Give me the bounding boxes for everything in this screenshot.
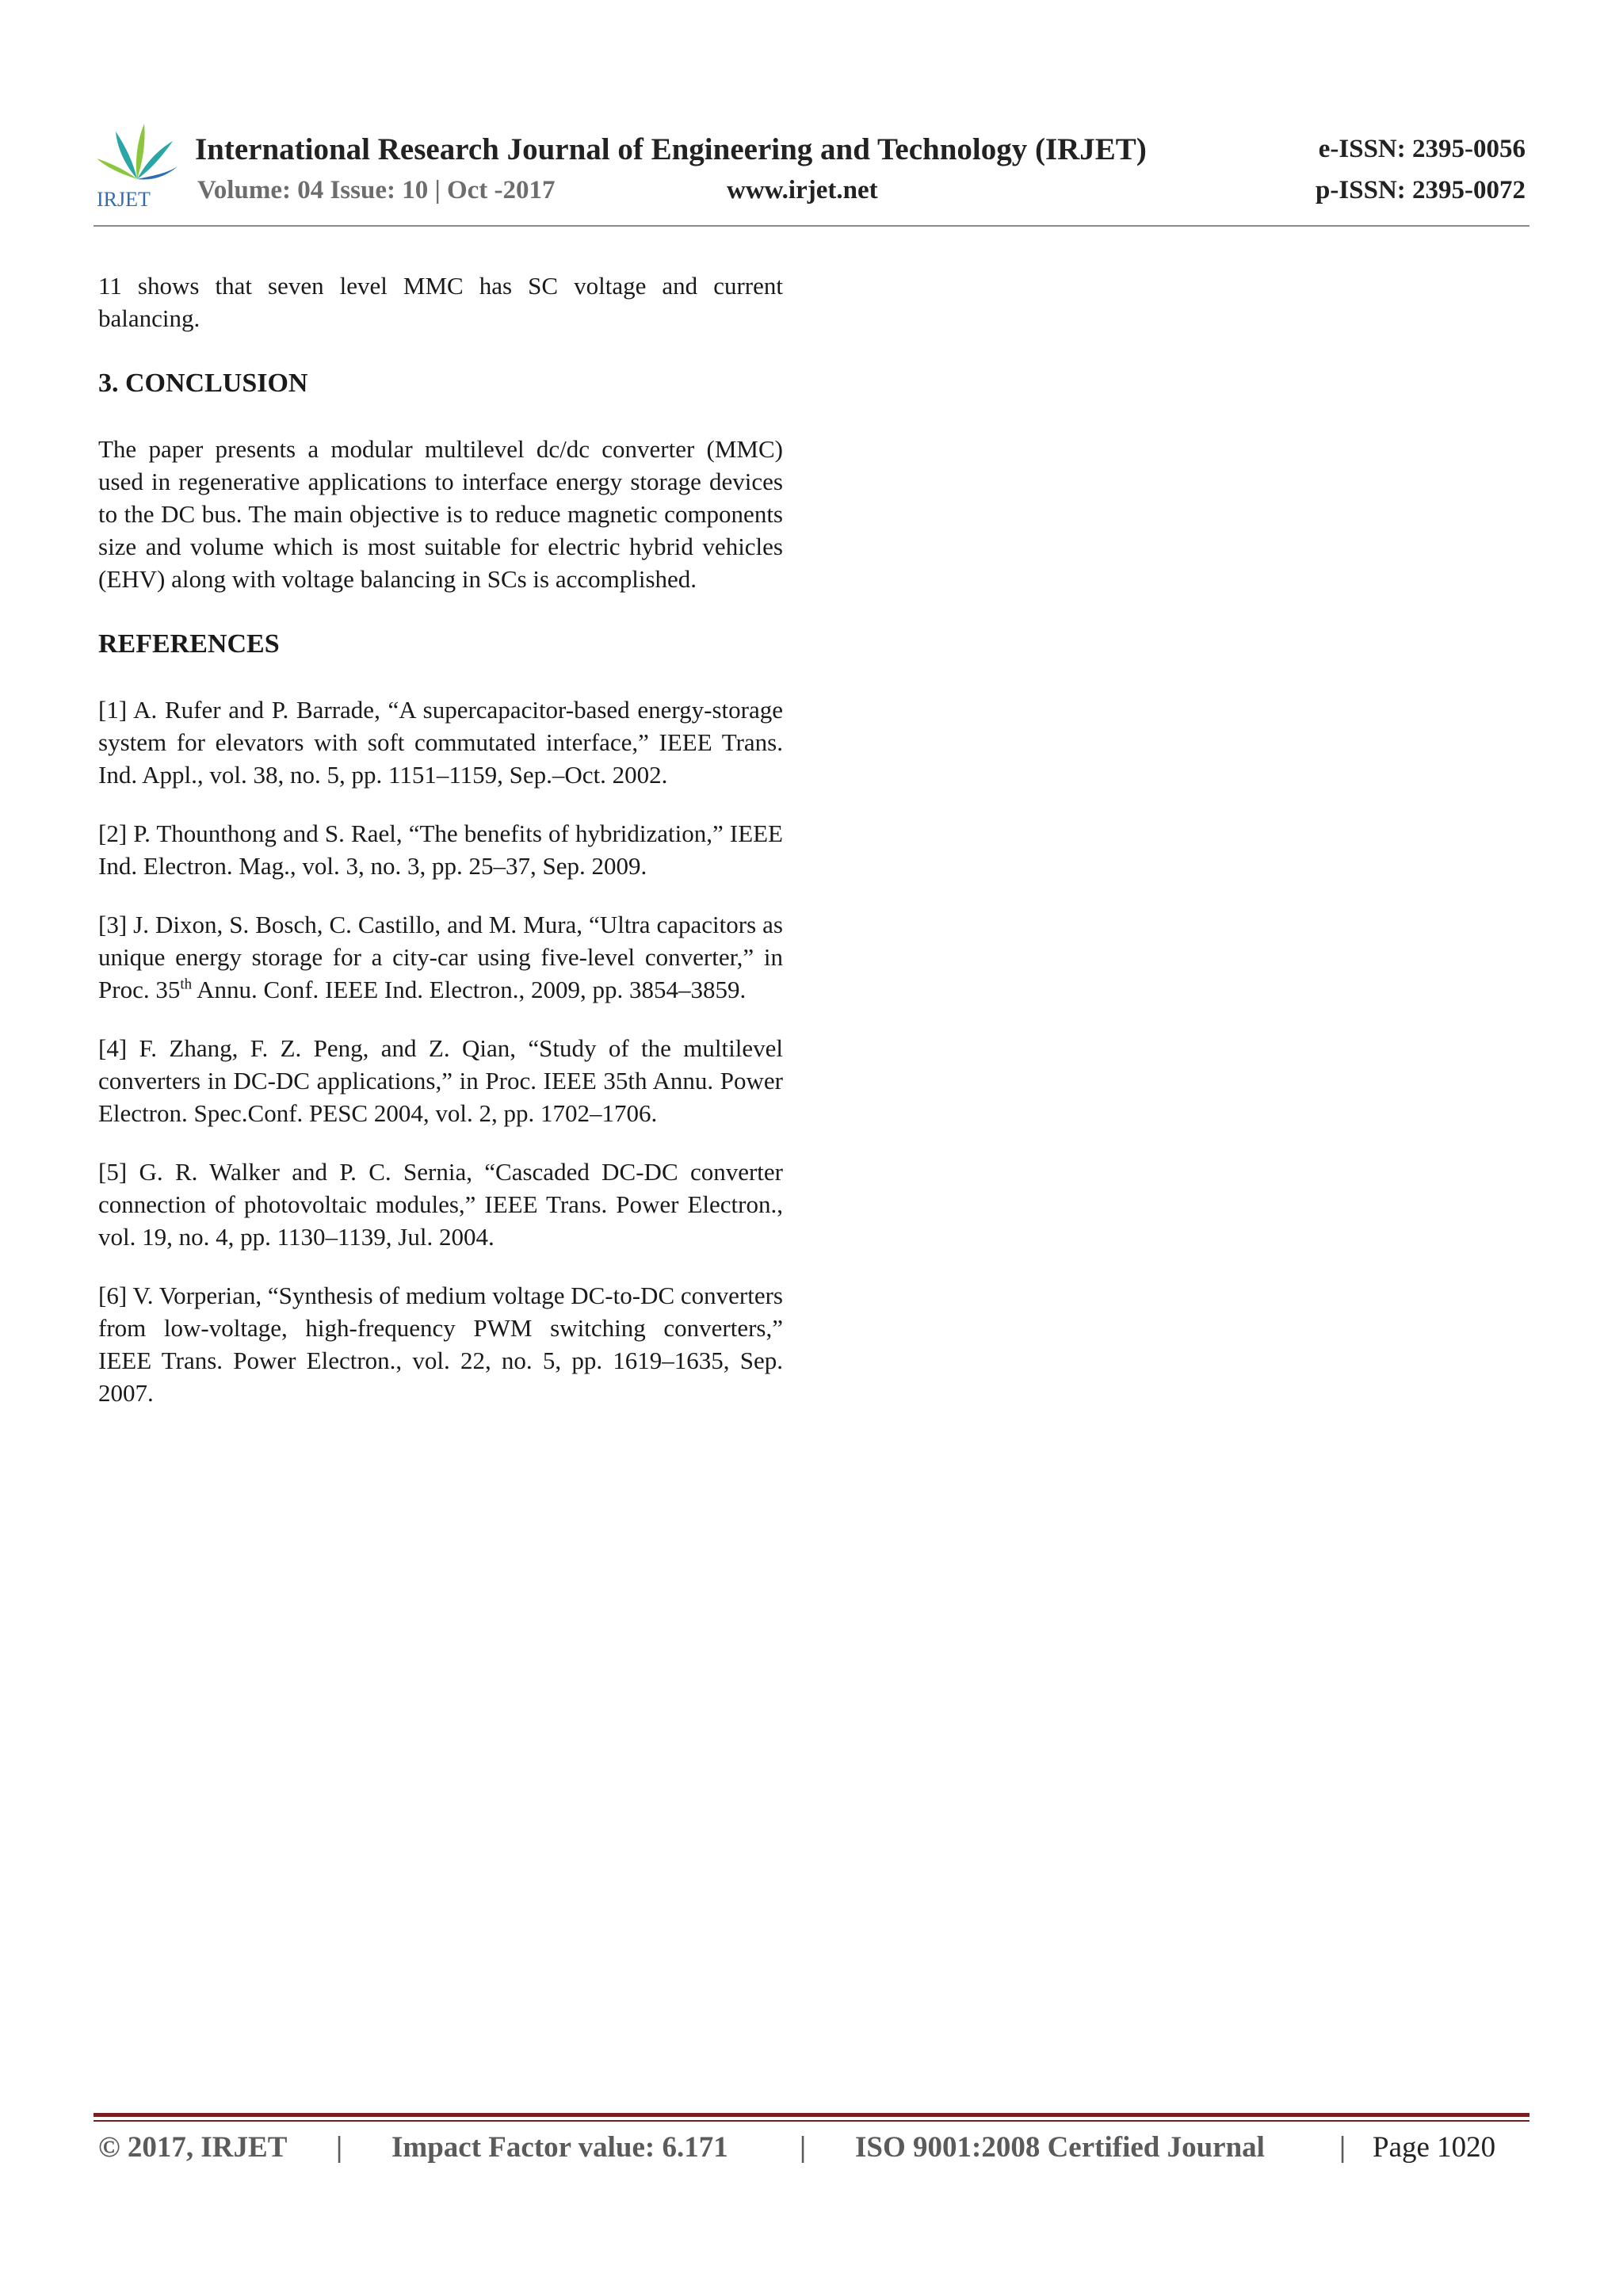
footer-separator: | (1339, 2131, 1346, 2164)
irjet-logo (94, 117, 181, 212)
reference-item: [2] P. Thounthong and S. Rael, “The benefits of hybridization,” IEEE Ind. Electron. Mag., vol. 3, no. 3, pp. 25–37, Sep. 2009. (98, 819, 783, 880)
reference-text: Annu. Conf. IEEE Ind. Electron., 2009, pp. 3854–3859. (192, 976, 747, 1003)
page-number: Page 1020 (1373, 2131, 1496, 2164)
footer-iso: ISO 9001:2008 Certified Journal (855, 2131, 1265, 2164)
footer-divider-thin (94, 2120, 1529, 2122)
reference-item: [4] F. Zhang, F. Z. Peng, and Z. Qian, “Study of the multilevel converters in DC-DC applications,” in Proc. IEEE 35th Annu. Power Electron. Spec.Conf. PESC 2004, vol. 2, pp. 1702–1706. (98, 1034, 783, 1127)
footer-copyright: © 2017, IRJET (98, 2131, 288, 2164)
page-header (0, 0, 1623, 230)
eissn: e-ISSN: 2395-0056 (1318, 135, 1526, 163)
references-heading: REFERENCES (98, 629, 280, 659)
journal-website-link[interactable]: www.irjet.net (727, 176, 878, 204)
article-column (98, 269, 783, 1435)
reference-item: [6] V. Vorperian, “Synthesis of medium voltage DC-to-DC converters from low-voltage, high-frequency PWM switching converters,” IEEE Trans. Power Electron., vol. 22, no. 5, pp. 1619–1635, Sep. 2007. (98, 1282, 783, 1407)
reference-item (98, 908, 783, 1006)
footer-separator: | (800, 2131, 807, 2164)
conclusion-heading: 3. CONCLUSION (98, 369, 308, 398)
header-divider (94, 225, 1529, 227)
footer-impact-factor: Impact Factor value: 6.171 (391, 2131, 728, 2164)
reference-text: [3] J. Dixon, S. Bosch, C. Castillo, and M. Mura, “Ultra capacitors as unique energy storage for a city-car using five-level converter,” in Proc. 35 (98, 911, 783, 1003)
page-footer (98, 2130, 1509, 2170)
pissn: p-ISSN: 2395-0072 (1316, 176, 1526, 204)
intro-paragraph: 11 shows that seven level MMC has SC voltage and current balancing. (98, 272, 783, 332)
svg-text:IRJET: IRJET (97, 188, 151, 211)
footer-divider (94, 2113, 1529, 2117)
journal-title: International Research Journal of Engineering and Technology (IRJET) (195, 132, 1147, 166)
reference-item: [5] G. R. Walker and P. C. Sernia, “Cascaded DC-DC converter connection of photovoltaic modules,” IEEE Trans. Power Electron., vol. 19, no. 4, pp. 1130–1139, Jul. 2004. (98, 1158, 783, 1251)
footer-separator: | (336, 2131, 343, 2164)
superscript: th (180, 976, 193, 993)
reference-item: [1] A. Rufer and P. Barrade, “A supercapacitor-based energy-storage system for elevators with soft commutated interface,” IEEE Trans. Ind. Appl., vol. 38, no. 5, pp. 1151–1159, Sep.–Oct. 2002. (98, 696, 783, 789)
conclusion-paragraph: The paper presents a modular multilevel dc/dc converter (MMC) used in regenerative applications to interface energy storage devices to the DC bus. The main objective is to reduce magnetic components size and volume which is most suitable for electric hybrid vehicles (EHV) along with voltage balancing in SCs is accomplished. (98, 435, 783, 593)
volume-info: Volume: 04 Issue: 10 | Oct -2017 (197, 176, 556, 204)
